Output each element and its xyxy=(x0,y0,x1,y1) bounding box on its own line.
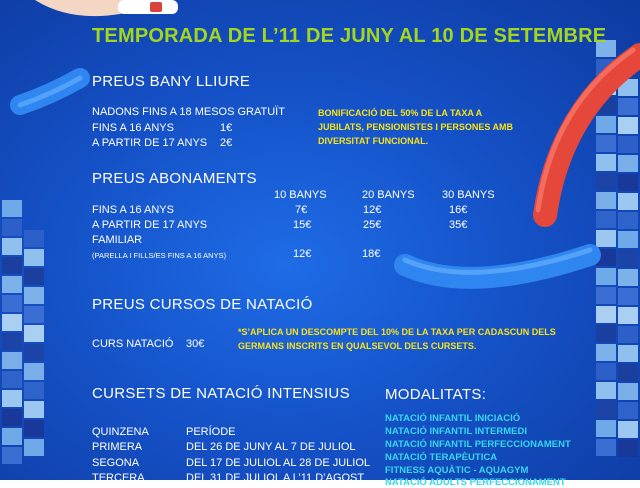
germans-discount-note: *S’APLICA UN DESCOMPTE DEL 10% DE LA TAXA PER CADASCUN DELS GERMANS INSCRITS EN QUALSEVOL DELS CURSETS. xyxy=(238,327,556,351)
modalitats-heading: MODALITATS: xyxy=(385,386,487,403)
abonaments-row-label: FINS A 16 ANYS xyxy=(92,204,174,216)
cursos-heading: PREUS CURSOS DE NATACIÓ xyxy=(92,296,313,313)
abonaments-cell: 18€ xyxy=(362,248,381,260)
abonaments-col-header: 30 BANYS xyxy=(442,189,495,201)
abonaments-cell: 12€ xyxy=(363,204,382,216)
swimmer-illustration-white xyxy=(118,0,178,14)
abonaments-cell: 12€ xyxy=(293,248,312,260)
modalitat-item: FITNESS AQUÀTIC - AQUAGYM xyxy=(385,465,529,476)
cursets-row-quinzena: SEGONA xyxy=(92,457,140,469)
cursets-heading: CURSETS DE NATACIÓ INTENSIUS xyxy=(92,385,350,402)
bonificacio-note: BONIFICACIÓ DEL 50% DE LA TAXA A JUBILATS, PENSIONISTES I PERSONES AMB DIVERSITAT FUNCIONAL. xyxy=(318,108,514,146)
abonaments-row-label: A PARTIR DE 17 ANYS xyxy=(92,219,208,231)
abonaments-col-header: 10 BANYS xyxy=(274,189,327,201)
modalitat-item: NATACIÓ INFANTIL PERFECCIONAMENT xyxy=(385,439,571,450)
modalitat-item: NATACIÓ TERAPÈUTICA xyxy=(385,452,498,463)
abonaments-cell: 35€ xyxy=(449,219,468,231)
abonaments-row-label: (PARELLA I FILLS/ES FINS A 16 ANYS) xyxy=(92,251,227,260)
bany-lliure-heading: PREUS BANY LLIURE xyxy=(92,73,251,90)
cursets-row-periode: DEL 31 DE JULIOL A L’11 D’AGOST xyxy=(186,472,365,484)
curs-natacio-label: CURS NATACIÓ xyxy=(92,338,174,350)
cursets-col-quinzena: QUINZENA xyxy=(92,426,149,438)
abonaments-cell: 25€ xyxy=(363,219,382,231)
bany-row-price: 2€ xyxy=(220,137,233,149)
bany-row-label: FINS A 16 ANYS xyxy=(92,122,174,134)
cursets-row-periode: DEL 26 DE JUNY AL 7 DE JULIOL xyxy=(186,441,356,453)
abonaments-cell: 15€ xyxy=(293,219,312,231)
modalitat-item: NATACIÓ INFANTIL INTERMEDI xyxy=(385,426,527,437)
cursets-row-quinzena: TERCERA xyxy=(92,472,145,484)
modalitat-item: NATACIÓ INFANTIL INICIACIÓ xyxy=(385,413,521,424)
abonaments-row-label: FAMILIAR xyxy=(92,234,143,246)
bany-row-label: NADONS FINS A 18 MESOS GRATUÏT xyxy=(92,106,285,118)
cursets-row-quinzena: PRIMERA xyxy=(92,441,143,453)
abonaments-heading: PREUS ABONAMENTS xyxy=(92,170,257,187)
curs-natacio-price: 30€ xyxy=(186,338,205,350)
modalitat-item: NATACIÓ ADULTS PERFECCIONAMENT xyxy=(385,477,566,488)
cursets-row-periode: DEL 17 DE JULIOL AL 28 DE JULIOL xyxy=(186,457,371,469)
bany-row-label: A PARTIR DE 17 ANYS xyxy=(92,137,208,149)
cursets-col-periode: PERÍODE xyxy=(186,426,236,438)
abonaments-cell: 16€ xyxy=(449,204,468,216)
abonaments-cell: 7€ xyxy=(295,204,308,216)
bany-row-price: 1€ xyxy=(220,122,233,134)
season-title: TEMPORADA DE L’11 DE JUNY AL 10 DE SETEMBRE xyxy=(92,25,607,47)
abonaments-col-header: 20 BANYS xyxy=(362,189,415,201)
